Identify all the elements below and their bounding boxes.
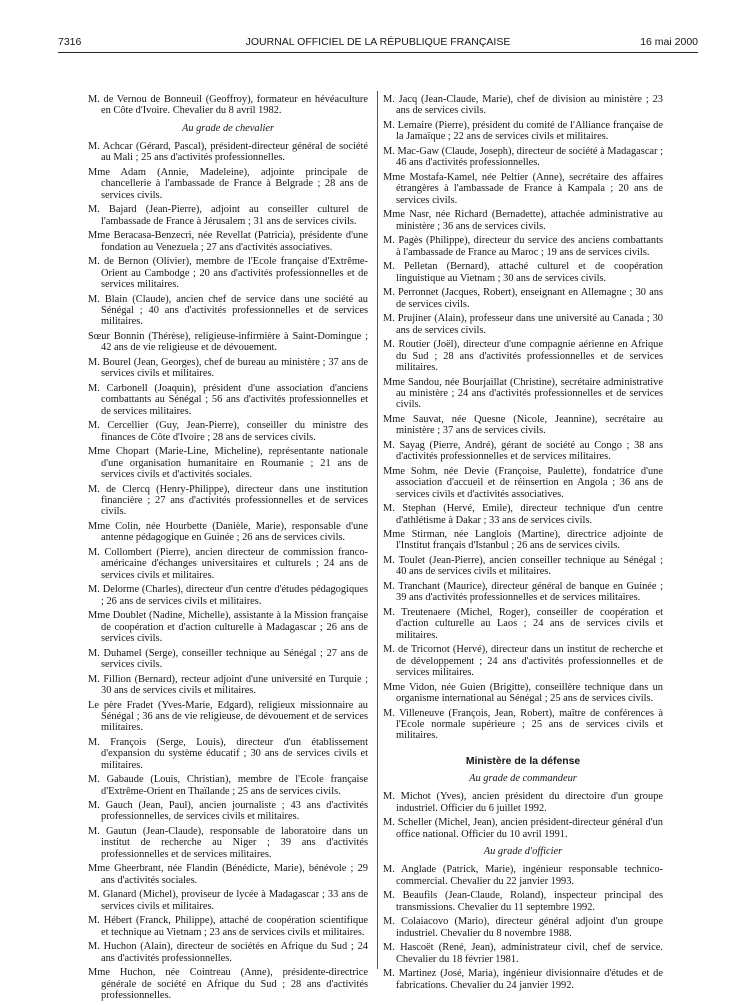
list-item: M. Bourel (Jean, Georges), chef de bureau au ministère ; 37 ans de services civils et militaires. — [88, 356, 368, 380]
subhead-commandeur: Au grade de commandeur — [469, 773, 577, 785]
subhead-chevalier: Au grade de chevalier — [181, 122, 275, 134]
header-rule — [58, 52, 698, 53]
list-item: M. Cercellier (Guy, Jean-Pierre), conseiller du ministre des finances de Côte d'Ivoire ; 28 ans de services civils. — [88, 420, 368, 443]
list-item: Mme Huchon, née Cointreau (Anne), présidente-directrice générale de société en Afrique du Sud ; 28 ans d'activités professionnelles. — [88, 967, 368, 1002]
list-item: M. Routier (Joël), directeur d'une compagnie aérienne en Afrique du Sud ; 28 ans d'activités professionnelles et de services militaires. — [383, 339, 663, 373]
list-item: M. Lemaire (Pierre), président du comité de l'Alliance française de la Jamaïque ; 22 ans de services civils et militaires. — [383, 119, 663, 143]
list-item: M. Gauch (Jean, Paul), ancien journaliste ; 43 ans d'activités professionnelles, de services civils et militaires. — [88, 800, 368, 823]
list-item: Mme Nasr, née Richard (Bernadette), attachée administrative au ministère ; 36 ans de services civils. — [383, 209, 663, 232]
list-item: Sœur Bonnin (Thérèse), religieuse-infirmière à Saint-Domingue ; 42 ans de vie religieuse et de dévouement. — [88, 330, 368, 354]
list-item: M. Martinez (José, Maria), ingénieur divisionnaire d'études et de fabrications. Chevalier du 24 janvier 1992. — [383, 968, 663, 991]
list-item: M. Villeneuve (François, Jean, Robert), maître de conférences à l'Ecole normale supérieure ; 25 ans de services civils et militaires. — [383, 707, 663, 742]
list-item: M. Treutenaere (Michel, Roger), conseiller de coopération et d'action culturelle au Laos ; 24 ans de services civils et militaires. — [383, 607, 663, 641]
list-item: M. Beaufils (Jean-Claude, Roland), inspecteur principal des transmissions. Chevalier du 11 septembre 1992. — [383, 890, 663, 913]
list-item: M. Toulet (Jean-Pierre), ancien conseiller technique au Sénégal ; 40 ans de services civils et militaires. — [383, 555, 663, 578]
list-item: M. Hébert (Franck, Philippe), attaché de coopération scientifique et technique au Vietnam ; 23 ans de services civils et militaires. — [88, 915, 368, 938]
page-header — [58, 36, 698, 52]
list-item: Mme Gheerbrant, née Flandin (Bénédicte, Marie), bénévole ; 29 ans d'activités sociales. — [88, 863, 368, 886]
journal-title: JOURNAL OFFICIEL DE LA RÉPUBLIQUE FRANÇAISE — [245, 36, 511, 48]
chevalier-entries — [88, 141, 368, 1001]
list-item: M. Tranchant (Maurice), directeur général de banque en Guinée ; 39 ans d'activités professionnelles et de services militaires. — [383, 581, 663, 604]
continued-entries — [383, 94, 663, 742]
list-item: M. de Vernou de Bonneuil (Geoffroy), formateur en hévéaculture en Côte d'Ivoire. Chevalier du 8 avril 1982. — [88, 94, 368, 117]
list-item: Mme Colin, née Hourbette (Danièle, Marie), responsable d'une antenne pédagogique en Guinée ; 26 ans de services civils. — [88, 520, 368, 544]
list-item: Mme Chopart (Marie-Line, Micheline), représentante nationale d'une organisation humanitaire en Roumanie ; 21 ans de services civils et d'activités sociales. — [88, 446, 368, 480]
list-item: M. Mac-Gaw (Claude, Joseph), directeur de société à Madagascar ; 46 ans d'activités professionnelles. — [383, 145, 663, 169]
list-item: Mme Beracasa-Benzecri, née Revellat (Patricia), présidente d'une fondation au Venezuela ; 27 ans d'activités associatives. — [88, 230, 368, 253]
list-item: M. Prujiner (Alain), professeur dans une université au Canada ; 30 ans de services civils. — [383, 313, 663, 336]
list-item: Mme Doublet (Nadine, Michelle), assistante à la Mission française de coopération et d'action culturelle à Madagascar ; 26 ans de services civils. — [88, 610, 368, 644]
list-item: M. Hascoët (René, Jean), administrateur civil, chef de service. Chevalier du 18 février 1981. — [383, 942, 663, 965]
list-item: M. Anglade (Patrick, Marie), ingénieur responsable technico-commercial. Chevalier du 22 janvier 1993. — [383, 864, 663, 887]
list-item: M. Bajard (Jean-Pierre), adjoint au conseiller culturel de l'ambassade de France à Jérusalem ; 31 ans de services civils. — [88, 204, 368, 227]
page-number: 7316 — [58, 36, 82, 48]
list-item: M. Blain (Claude), ancien chef de service dans une société au Sénégal ; 40 ans d'activités professionnelles et de services militaires. — [88, 293, 368, 328]
list-item: Mme Sohm, née Devie (Françoise, Paulette), fondatrice d'une association d'accueil et de réinsertion en Angola ; 36 ans de services civils et d'activités associatives. — [383, 465, 663, 500]
list-item: M. Fillion (Bernard), recteur adjoint d'une université en Turquie ; 30 ans de services civils et militaires. — [88, 673, 368, 696]
section-title-defense: Ministère de la défense — [465, 755, 581, 767]
list-item: Mme Sandou, née Bourjaillat (Christine), secrétaire administrative au ministère ; 24 ans d'activités professionnelles et de services civils. — [383, 376, 663, 411]
subhead-officier: Au grade d'officier — [483, 846, 563, 858]
right-column — [383, 94, 663, 994]
list-item: Mme Adam (Annie, Madeleine), adjointe principale de chancellerie à l'ambassade de France à Belgrade ; 28 ans de services civils. — [88, 167, 368, 201]
list-item: M. Pelletan (Bernard), attaché culturel et de coopération linguistique au Vietnam ; 30 ans de services civils. — [383, 261, 663, 284]
column-divider — [377, 91, 378, 969]
list-item: M. Scheller (Michel, Jean), ancien président-directeur général d'un office national. Officier du 10 avril 1991. — [383, 817, 663, 840]
list-item: Le père Fradet (Yves-Marie, Edgard), religieux missionnaire au Sénégal ; 36 ans de vie religieuse, de dévouement et de services militaires. — [88, 699, 368, 734]
list-item: M. Collombert (Pierre), ancien directeur de commission franco-américaine d'échanges universitaires et culturels ; 24 ans de services civils et militaires. — [88, 546, 368, 581]
left-column — [88, 94, 368, 1005]
officier-entries — [383, 864, 663, 991]
list-item: Mme Mostafa-Kamel, née Peltier (Anne), secrétaire des affaires étrangères à l'ambassade de France à Kampala ; 20 ans de services civils. — [383, 171, 663, 206]
list-item: M. Duhamel (Serge), conseiller technique au Sénégal ; 27 ans de services civils. — [88, 647, 368, 670]
list-item: M. Sayag (Pierre, André), gérant de société au Congo ; 38 ans d'activités professionnelles et de services militaires. — [383, 439, 663, 463]
list-item: M. Glanard (Michel), proviseur de lycée à Madagascar ; 33 ans de services civils et militaires. — [88, 889, 368, 912]
list-item: M. Carbonell (Joaquin), président d'une association d'anciens combattants au Sénégal ; 56 ans d'activités professionnelles et de services militaires. — [88, 382, 368, 417]
list-item: M. Achcar (Gérard, Pascal), président-directeur général de société au Mali ; 25 ans d'activités professionnelles. — [88, 141, 368, 164]
list-item: M. Michot (Yves), ancien président du directoire d'un groupe industriel. Officier du 6 juillet 1992. — [383, 791, 663, 814]
list-item: M. Gautun (Jean-Claude), responsable de laboratoire dans un institut de recherche au Niger ; 39 ans d'activités professionnelles et de services militaires. — [88, 826, 368, 860]
list-item: M. Pagès (Philippe), directeur du service des anciens combattants à l'ambassade de France au Maroc ; 19 ans de services civils. — [383, 235, 663, 258]
list-item: M. Gabaude (Louis, Christian), membre de l'Ecole française d'Extrême-Orient en Thaïlande ; 25 ans de services civils. — [88, 774, 368, 797]
list-item: M. de Clercq (Henry-Philippe), directeur dans une institution financière ; 27 ans d'activités professionnelles et de services civils. — [88, 483, 368, 518]
commandeur-entries — [383, 791, 663, 840]
list-item: M. Huchon (Alain), directeur de sociétés en Afrique du Sud ; 24 ans d'activités professionnelles. — [88, 941, 368, 964]
list-item: M. Perronnet (Jacques, Robert), enseignant en Allemagne ; 30 ans de services civils. — [383, 287, 663, 310]
publication-date: 16 mai 2000 — [640, 36, 698, 48]
list-item: Mme Stirman, née Langlois (Martine), directrice adjointe de l'Institut français d'Istanbul ; 26 ans de services civils. — [383, 529, 663, 552]
list-item: Mme Vidon, née Guien (Brigitte), conseillère technique dans un organisme international au Sénégal ; 25 ans de services civils. — [383, 681, 663, 705]
list-item: M. François (Serge, Louis), directeur d'un établissement d'expansion du système éducatif ; 30 ans de services civils et militaires. — [88, 736, 368, 771]
list-item: M. de Tricornot (Hervé), directeur dans un institut de recherche et de développement ; 24 ans d'activités professionnelles et de services militaires. — [383, 644, 663, 679]
list-item: M. Colaiacovo (Mario), directeur général adjoint d'un groupe industriel. Chevalier du 8 novembre 1988. — [383, 916, 663, 939]
list-item: M. de Bernon (Olivier), membre de l'Ecole française d'Extrême-Orient au Cambodge ; 20 ans d'activités professionnelles et de services militaires. — [88, 256, 368, 290]
list-item: M. Jacq (Jean-Claude, Marie), chef de division au ministère ; 23 ans de services civils. — [383, 94, 663, 117]
lead-entries — [88, 94, 368, 117]
list-item: M. Delorme (Charles), directeur d'un centre d'études pédagogiques ; 26 ans de services civils et militaires. — [88, 584, 368, 607]
list-item: Mme Sauvat, née Quesne (Nicole, Jeannine), secrétaire au ministère ; 37 ans de services civils. — [383, 413, 663, 437]
list-item: M. Stephan (Hervé, Emile), directeur technique d'un centre d'athlétisme à Dakar ; 33 ans de services civils. — [383, 503, 663, 526]
